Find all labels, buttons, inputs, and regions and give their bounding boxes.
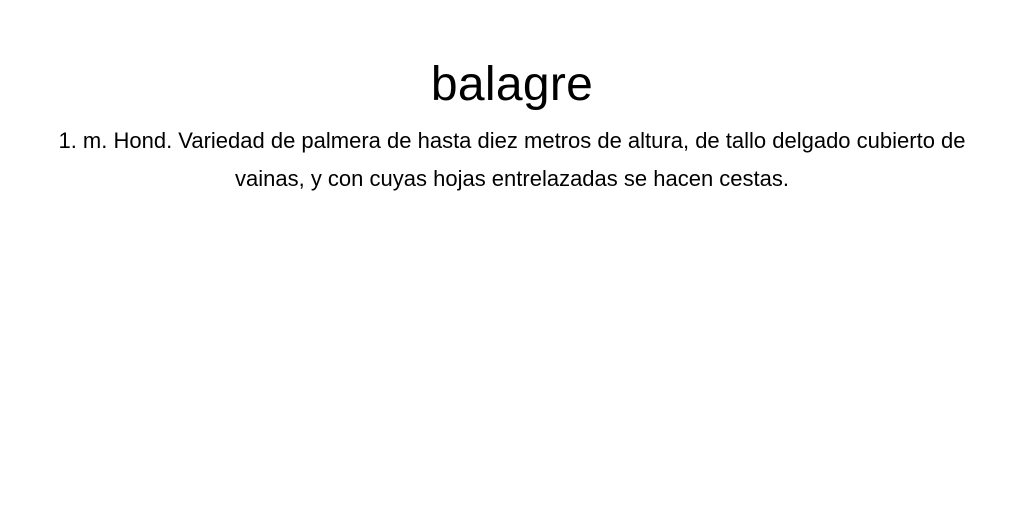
headword: balagre xyxy=(430,58,594,111)
dictionary-entry xyxy=(0,0,1024,198)
definition-text: 1. m. Hond. Variedad de palmera de hasta diez metros de altura, de tallo delgado cubierto de vainas, y con cuyas hojas entrelazadas se hacen cestas. xyxy=(58,128,966,191)
